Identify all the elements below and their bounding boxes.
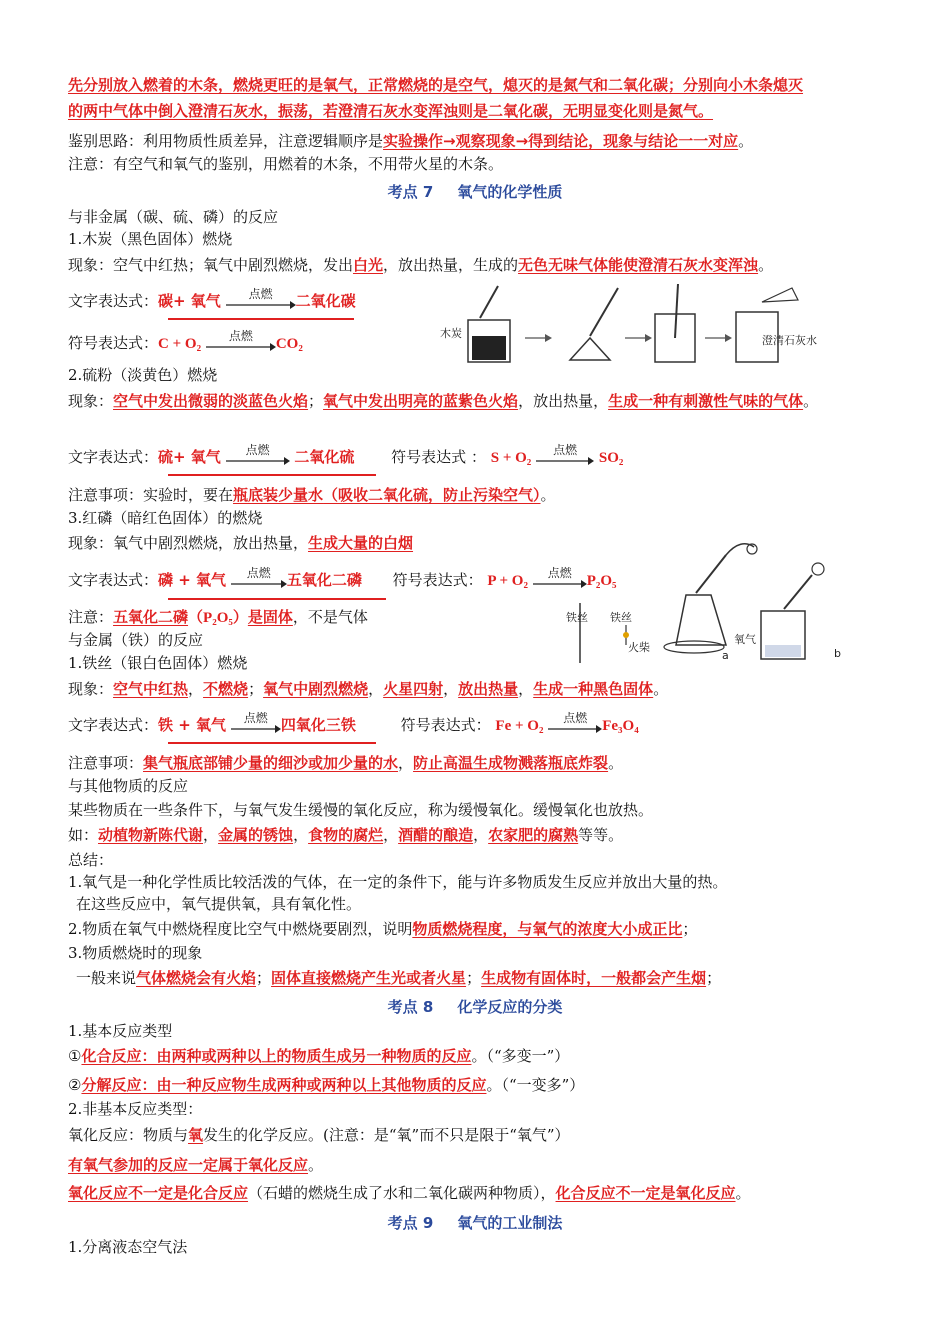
idea-text: 鉴别思路：利用物质性质差异，注意逻辑顺序是	[68, 132, 384, 150]
phosphorus-sym-left: P + O₂	[487, 573, 528, 589]
carbon-symbol-equation	[68, 329, 303, 355]
iron-apparatus-drawing	[566, 535, 856, 665]
condition-label: 点燃	[243, 711, 268, 725]
carbon-phenomenon	[68, 254, 773, 276]
condition-label: 点燃	[246, 566, 271, 580]
carbon-word-left: 碳+ 氧气	[158, 292, 221, 310]
symbol-label: 符号表达式：	[68, 334, 159, 352]
summary-3-red2: 固体直接燃烧产生光或者火星	[271, 969, 467, 987]
sulfur-ph-red1: 空气中发出微弱的淡蓝色火焰	[113, 392, 309, 410]
metal-heading: 与金属（铁）的反应	[68, 631, 204, 649]
iron-note	[68, 752, 623, 774]
summary-1b: 在这些反应中，氧气提供氧，具有氧化性。	[76, 895, 362, 913]
slow-oxidation: 某些物质在一些条件下，与氧气发生缓慢的氧化反应，称为缓慢氧化。缓慢氧化也放热。	[68, 801, 654, 819]
summary-3-red3: 生成物有固体时，一般都会产生烟	[481, 969, 707, 987]
iron-note-red2: 防止高温生成物溅落瓶底炸裂	[413, 754, 609, 772]
symbol-label: 符号表达式：	[400, 716, 491, 734]
phosphorus-sym-right: P₂O₅	[586, 573, 617, 589]
summary-3-prefix: 一般来说	[76, 969, 137, 987]
oxidation-text: 氧化反应：物质与	[68, 1126, 189, 1144]
match-label: 火柴	[628, 641, 650, 654]
example-1: 动植物新陈代谢	[98, 826, 204, 844]
decomposition-note: 。（“一变多”）	[486, 1076, 585, 1094]
phosphorus-heading: 3.红磷（暗红色固体）的燃烧	[68, 509, 263, 527]
item-number: ②	[68, 1076, 82, 1094]
sulfur-note	[68, 484, 556, 506]
reaction-arrow	[226, 443, 290, 468]
idea-highlight: 实验操作→观察现象→得到结论，现象与结论一一对应	[383, 132, 739, 150]
word-label: 文字表达式：	[68, 571, 159, 589]
phosphorus-note-end: ，不是气体	[292, 608, 368, 626]
identify-idea	[68, 130, 753, 152]
iron-ph-red4: 火星四射	[383, 680, 444, 698]
rule-1-end: 。	[308, 1156, 324, 1174]
examples-sep: ，	[203, 826, 219, 844]
iron-note-end: 。	[608, 754, 624, 772]
oxidation-rule-1	[68, 1154, 323, 1176]
examples-sep: ，	[383, 826, 399, 844]
phosphorus-word-left: 磷 + 氧气	[158, 571, 227, 589]
underline-decoration	[168, 742, 376, 744]
nonmetal-heading: 与非金属（碳、硫、磷）的反应	[68, 208, 279, 226]
underline-decoration	[168, 598, 386, 600]
section-8-name: 化学反应的分类	[457, 998, 563, 1016]
examples-prefix: 如：	[68, 826, 99, 844]
reaction-arrow	[231, 566, 287, 591]
wood-label: 木炭	[440, 327, 462, 340]
identify-line-2: 的两中气体中倒入澄清石灰水，振荡，若澄清石灰水变浑浊则是二氧化碳，无明显变化则是氮气。	[68, 102, 714, 120]
sulfur-equations	[68, 443, 624, 469]
phosphorus-ph-text: 现象：氧气中剧烈燃烧，放出热量，	[68, 534, 309, 552]
condition-label: 点燃	[553, 443, 578, 457]
iron-phenomenon	[68, 678, 668, 700]
iron-heading: 1.铁丝（银白色固体）燃烧	[68, 654, 248, 672]
sulfur-note-red2: （吸收二氧化硫，防止污染空气）	[323, 486, 541, 504]
phosphorus-note-red1: 五氧化二磷	[113, 608, 189, 626]
sulfur-note-end: 。	[540, 486, 556, 504]
summary-2	[68, 918, 697, 940]
carbon-ph-text: 现象：空气中红热；氧气中剧烈燃烧，发出	[68, 256, 354, 274]
underline-decoration	[168, 318, 354, 320]
idea-end: 。	[738, 132, 754, 150]
oxidation-definition	[68, 1124, 570, 1146]
word-label: 文字表达式：	[68, 448, 159, 466]
carbon-sym-left: C + O₂	[158, 336, 202, 352]
carbon-sym-right: CO₂	[275, 336, 303, 352]
slow-oxidation-examples	[68, 824, 623, 846]
reaction-arrow	[548, 711, 602, 736]
wire-label-1: 铁丝	[566, 611, 588, 624]
carbon-word-right: 二氧化碳	[295, 292, 356, 310]
figure-b-label: b	[834, 647, 841, 660]
oxidation-note: 发生的化学反应。(注意：是“氧”而不只是限于“氧气”）	[203, 1126, 570, 1144]
limewater-label: 澄清石灰水	[762, 334, 817, 347]
sulfur-ph-text: 现象：	[68, 392, 114, 410]
summary-2-red: 物质燃烧程度，与氧气的浓度大小成正比	[412, 920, 683, 938]
iron-note-text: 注意事项：	[68, 754, 144, 772]
summary-3-detail	[76, 967, 721, 989]
identify-line-1: 先分别放入燃着的木条，燃烧更旺的是氧气，正常燃烧的是空气，熄灭的是氮气和二氧化碳；分别向小木条熄灭	[68, 76, 804, 94]
carbon-ph-end: 。	[758, 256, 774, 274]
carbon-ph-red2: 无色无味气体能使澄清石灰水变浑浊	[518, 256, 759, 274]
symbol-label: 符号表达式：	[392, 571, 483, 589]
summary-3: 3.物质燃烧时的现象	[68, 944, 203, 962]
wire-label-2: 铁丝	[610, 611, 632, 624]
iron-ph-end: 。	[653, 680, 669, 698]
rule-2-red1: 氧化反应不一定是化合反应	[68, 1184, 249, 1202]
section-9-title	[0, 1212, 950, 1233]
sulfur-phenomenon	[68, 390, 818, 412]
phosphorus-ph-red: 生成大量的白烟	[308, 534, 414, 552]
summary-heading: 总结：	[68, 851, 114, 869]
iron-ph-red5: 放出热量	[458, 680, 519, 698]
sulfur-ph-mid: ，放出热量，	[518, 392, 609, 410]
summary-2-text: 2.物质在氧气中燃烧程度比空气中燃烧要剧烈，说明	[68, 920, 413, 938]
iron-ph-red6: 生成一种黑色固体	[533, 680, 654, 698]
reaction-arrow	[226, 287, 296, 312]
summary-3-end: ；	[706, 969, 722, 987]
section-7-name: 氧气的化学性质	[457, 183, 563, 201]
iron-apparatus-figure	[566, 535, 856, 665]
combination-definition: 化合反应：由两种或两种以上的物质生成另一种物质的反应	[81, 1047, 472, 1065]
carbon-ph-mid: ，放出热量，生成的	[383, 256, 519, 274]
sulfur-word-right: 二氧化硫	[294, 448, 355, 466]
phosphorus-note-text: 注意：	[68, 608, 114, 626]
carbon-word-equation	[68, 287, 356, 312]
sulfur-ph-end: 。	[803, 392, 819, 410]
section-9-number: 考点 9	[387, 1214, 434, 1232]
examples-sep: ，	[293, 826, 309, 844]
phosphorus-note-formula: （P₂O₅）	[188, 610, 248, 626]
rule-2-mid: （石蜡的燃烧生成了水和二氧化碳两种物质），	[248, 1184, 556, 1202]
example-3: 食物的腐烂	[308, 826, 384, 844]
word-label: 文字表达式：	[68, 716, 159, 734]
phosphorus-phenomenon	[68, 532, 413, 554]
phosphorus-note	[68, 606, 368, 629]
sulfur-word-left: 硫+ 氧气	[158, 448, 221, 466]
oxidation-red: 氧	[188, 1126, 204, 1144]
phosphorus-equations	[68, 566, 617, 592]
summary-1: 1.氧气是一种化学性质比较活泼的气体，在一定的条件下，能与许多物质发生反应并放出大量的热。	[68, 873, 728, 891]
reaction-arrow	[206, 329, 276, 354]
combination-note: 。（“多变一”）	[471, 1047, 570, 1065]
rule-2-red2: 化合反应不一定是氧化反应	[555, 1184, 736, 1202]
word-label: 文字表达式：	[68, 292, 159, 310]
iron-equations	[68, 711, 639, 737]
summary-3-sep: ；	[466, 969, 482, 987]
condition-label: 点燃	[245, 443, 270, 457]
rule-2-end: 。	[735, 1184, 751, 1202]
summary-2-end: ；	[682, 920, 698, 938]
figure-a-label: a	[722, 649, 729, 662]
section-8-number: 考点 8	[387, 998, 434, 1016]
identify-note: 注意：有空气和氧气的鉴别，用燃着的木条，不用带火星的木条。	[68, 155, 504, 173]
section-7-number: 考点 7	[387, 183, 434, 201]
iron-ph-sep: ，	[518, 680, 534, 698]
condition-label: 点燃	[248, 287, 273, 301]
sulfur-note-red1: 瓶底装少量水	[233, 486, 324, 504]
iron-ph-text: 现象：	[68, 680, 114, 698]
phosphorus-note-red2: 是固体	[247, 608, 293, 626]
reaction-arrow	[231, 711, 281, 736]
example-5: 农家肥的腐熟	[488, 826, 579, 844]
section-8-title	[0, 996, 950, 1017]
iron-ph-sep: ，	[188, 680, 204, 698]
nonbasic-heading: 2.非基本反应类型：	[68, 1100, 203, 1118]
iron-note-sep: ，	[398, 754, 414, 772]
phosphorus-word-right: 五氧化二磷	[286, 571, 362, 589]
iron-word-left: 铁 + 氧气	[158, 716, 227, 734]
section-7-title	[0, 181, 950, 202]
summary-3-sep: ；	[256, 969, 272, 987]
carbon-ph-red1: 白光	[353, 256, 384, 274]
decomposition-definition: 分解反应：由一种反应物生成两种或两种以上其他物质的反应	[81, 1076, 487, 1094]
condition-label: 点燃	[228, 329, 253, 343]
example-2: 金属的锈蚀	[218, 826, 294, 844]
basic-types-heading: 1.基本反应类型	[68, 1022, 173, 1040]
condition-label: 点燃	[547, 566, 572, 580]
symbol-label: 符号表达式 ：	[391, 448, 486, 466]
sulfur-ph-red3: 生成一种有刺激性气味的气体	[608, 392, 804, 410]
sulfur-heading: 2.硫粉（淡黄色）燃烧	[68, 366, 218, 384]
examples-sep: ，	[473, 826, 489, 844]
iron-ph-sep: ，	[443, 680, 459, 698]
oxygen-label: 氧气	[734, 633, 756, 646]
decomposition-reaction	[68, 1074, 584, 1096]
sulfur-sym-left: S + O₂	[490, 450, 532, 466]
combination-reaction	[68, 1045, 569, 1067]
condition-label: 点燃	[563, 711, 588, 725]
rule-1-text: 有氧气参加的反应一定属于氧化反应	[68, 1156, 309, 1174]
sulfur-ph-sep: ；	[308, 392, 324, 410]
iron-ph-red1: 空气中红热	[113, 680, 189, 698]
reaction-arrow	[536, 443, 594, 468]
iron-ph-red2: 不燃烧	[203, 680, 249, 698]
carbon-apparatus-drawing	[440, 278, 842, 364]
examples-end: 等等。	[578, 826, 624, 844]
others-heading: 与其他物质的反应	[68, 777, 189, 795]
iron-sym-left: Fe + O₂	[495, 718, 544, 734]
sulfur-sym-right: SO₂	[598, 450, 624, 466]
iron-note-red1: 集气瓶底部铺少量的细沙或加少量的水	[143, 754, 399, 772]
underline-decoration	[168, 474, 376, 476]
oxidation-rule-2	[68, 1182, 751, 1204]
carbon-apparatus-figure	[440, 278, 842, 364]
iron-ph-sep: ，	[368, 680, 384, 698]
iron-ph-sep: ；	[248, 680, 264, 698]
example-4: 酒醋的酿造	[398, 826, 474, 844]
summary-3-red1: 气体燃烧会有火焰	[136, 969, 257, 987]
iron-sym-right: Fe₃O₄	[602, 718, 639, 734]
sulfur-note-text: 注意事项：实验时，要在	[68, 486, 234, 504]
section-9-name: 氧气的工业制法	[457, 1214, 563, 1232]
sulfur-ph-red2: 氧气中发出明亮的蓝紫色火焰	[323, 392, 519, 410]
item-number: ①	[68, 1047, 82, 1065]
iron-word-right: 四氧化三铁	[280, 716, 356, 734]
iron-ph-red3: 氧气中剧烈燃烧	[263, 680, 369, 698]
carbon-heading: 1.木炭（黑色固体）燃烧	[68, 230, 233, 248]
industrial-method: 1.分离液态空气法	[68, 1238, 188, 1256]
